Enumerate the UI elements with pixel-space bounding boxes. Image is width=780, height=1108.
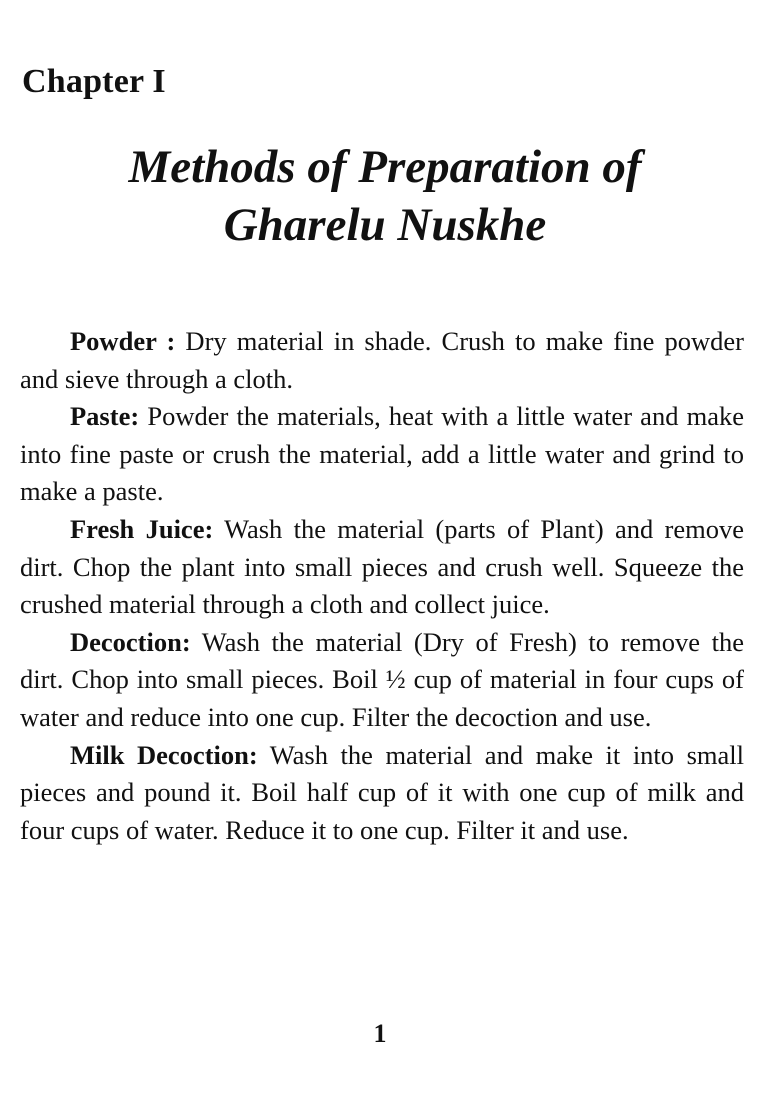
paragraph-decoction (20, 624, 744, 737)
chapter-title (0, 138, 770, 254)
page-number: 1 (373, 1019, 387, 1048)
body-text (20, 323, 744, 849)
paragraph-text: Dry material in shade. Crush to make fine powder and sieve through a cloth. (20, 326, 744, 394)
paragraph-fresh-juice (20, 511, 744, 624)
paragraph-text: Wash the material (parts of Plant) and remove dirt. Chop the plant into small pieces and crush well. Squeeze the crushed material through a cloth and collect juice. (20, 513, 744, 620)
term-fresh-juice: Fresh Juice: (70, 513, 214, 544)
paragraph-text: Powder the materials, heat with a little water and make into fine paste or crush the material, add a little water and grind to make a paste. (20, 401, 744, 507)
paragraph-text: Wash the material (Dry of Fresh) to remove the dirt. Chop into small pieces. Boil ½ cup of material in four cups of water and reduce into one cup. Filter the decoction and use. (20, 626, 744, 732)
paragraph-powder (20, 323, 744, 398)
term-powder: Powder : (70, 326, 176, 356)
chapter-title-line-2: Gharelu Nuskhe (223, 199, 547, 251)
paragraph-paste (20, 398, 744, 511)
term-milk-decoction: Milk Decoction: (70, 739, 258, 770)
paragraph-milk-decoction (20, 737, 744, 850)
paragraph-text: Wash the material and make it into small pieces and pound it. Boil half cup of it with one cup of milk and four cups of water. Reduce it to one cup. Filter it and use. (20, 739, 744, 845)
term-paste: Paste: (70, 401, 140, 432)
chapter-label: Chapter I (22, 63, 166, 100)
chapter-title-line-1: Methods of Preparation of (128, 141, 642, 193)
term-decoction: Decoction: (70, 626, 191, 657)
